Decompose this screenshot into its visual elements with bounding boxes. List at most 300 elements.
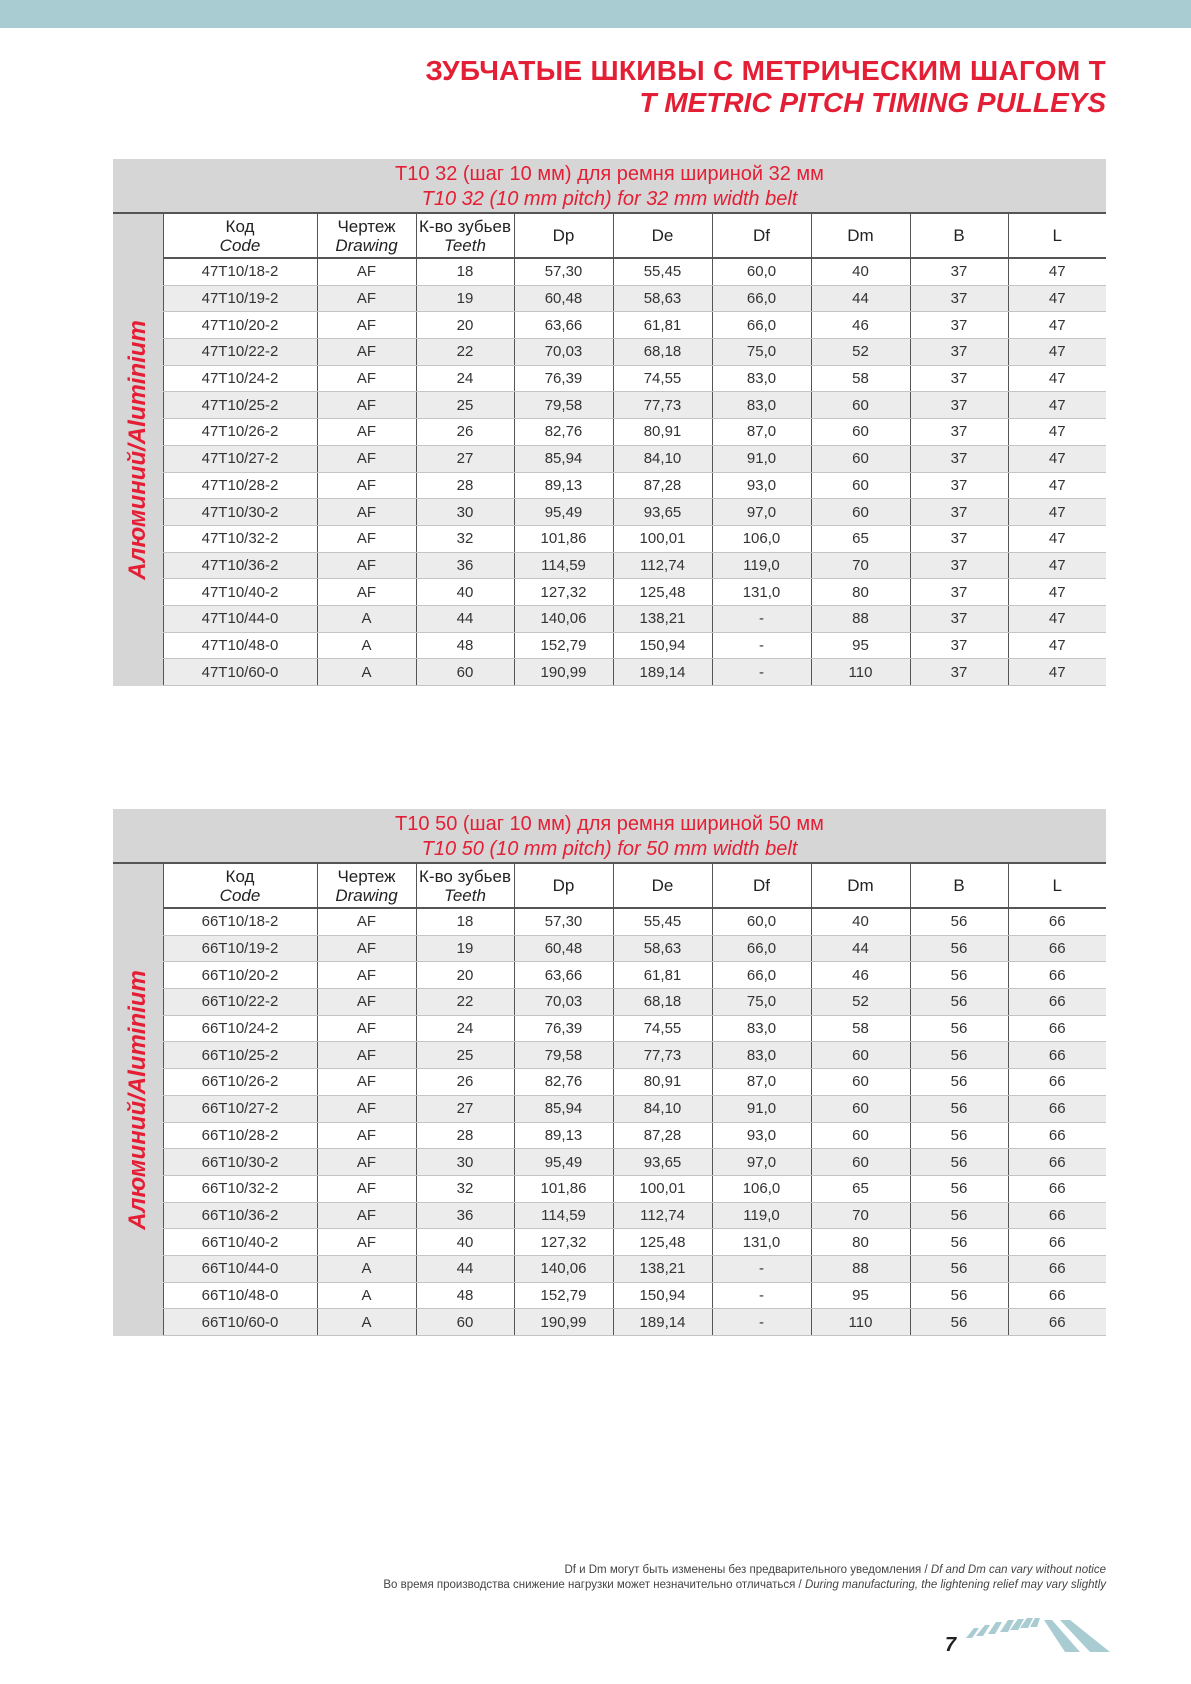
table-cell: 26 [416,1069,514,1096]
table-cell: AF [317,1202,416,1229]
table-cell: 47T10/32-2 [163,525,317,552]
table-cell: 32 [416,525,514,552]
table-cell: 80 [811,579,910,606]
table-cell: 114,59 [514,1202,613,1229]
table-cell: 22 [416,989,514,1016]
table-cell: 60 [811,1149,910,1176]
table-cell: AF [317,1069,416,1096]
table-cell: 47T10/22-2 [163,339,317,366]
table-cell: 63,66 [514,962,613,989]
table-row [163,1069,1106,1096]
table-cell: 56 [910,1229,1008,1256]
col-l: L [1008,863,1106,908]
table-cell: 56 [910,935,1008,962]
table-cell: 66 [1008,962,1106,989]
table-row [163,1282,1106,1309]
table-cell: - [712,1282,811,1309]
table-cell: 114,59 [514,552,613,579]
table-cell: AF [317,1042,416,1069]
table-cell: 83,0 [712,1015,811,1042]
table-cell: 80,91 [613,1069,712,1096]
table-cell: 70,03 [514,339,613,366]
col-dm: Dm [811,863,910,908]
footnote-1: Df и Dm могут быть изменены без предварительного уведомления / Df and Dm can vary without notice [564,1564,1106,1576]
table-cell: 37 [910,579,1008,606]
table-cell: 189,14 [613,659,712,686]
pulley-table-2 [113,809,1106,1336]
table-row [163,908,1106,935]
table-cell: A [317,632,416,659]
table-cell: 37 [910,632,1008,659]
table-cell: 85,94 [514,445,613,472]
table-cell: AF [317,1095,416,1122]
table-cell: 36 [416,1202,514,1229]
table-cell: 47 [1008,552,1106,579]
table-cell: 47 [1008,285,1106,312]
page-header [425,55,1106,119]
page-number: 7 [945,1634,957,1656]
table-cell: 60,0 [712,908,811,935]
table-cell: 70 [811,552,910,579]
top-color-bar [0,0,1191,28]
table-cell: 150,94 [613,1282,712,1309]
table-cell: 18 [416,908,514,935]
table-cell: 40 [416,579,514,606]
table-cell: 110 [811,1309,910,1336]
table-cell: 66 [1008,1149,1106,1176]
table-cell: AF [317,365,416,392]
table-cell: 150,94 [613,632,712,659]
table-cell: 60 [811,472,910,499]
table-cell: 56 [910,1069,1008,1096]
table-row [163,1149,1106,1176]
table-row [163,1255,1106,1282]
table-cell: 93,65 [613,1149,712,1176]
table-cell: 47 [1008,605,1106,632]
table-cell: 79,58 [514,1042,613,1069]
table-cell: 47T10/48-0 [163,632,317,659]
table-row [163,392,1106,419]
table-cell: 56 [910,1202,1008,1229]
table-cell: 68,18 [613,339,712,366]
table-cell: 56 [910,1122,1008,1149]
table-cell: 66 [1008,1229,1106,1256]
table-row [163,552,1106,579]
col-de: De [613,863,712,908]
table-cell: 66 [1008,1282,1106,1309]
col-teeth: К-во зубьев Teeth [416,213,514,258]
table-cell: 97,0 [712,1149,811,1176]
table-cell: 18 [416,258,514,285]
table-cell: 190,99 [514,1309,613,1336]
table-cell: 37 [910,525,1008,552]
table-cell: 87,0 [712,419,811,446]
table-row [163,1122,1106,1149]
table-cell: 80,91 [613,419,712,446]
table-title-ru: T10 32 (шаг 10 мм) для ремня шириной 32 мм [395,163,824,185]
material-label: Алюминий/Aluminium [123,970,151,1230]
table-cell: 37 [910,659,1008,686]
col-df: Df [712,213,811,258]
material-label-panel [113,862,163,1336]
table-cell: 66 [1008,1095,1106,1122]
table-cell: 60 [811,445,910,472]
table-cell: AF [317,499,416,526]
col-b: B [910,863,1008,908]
table-cell: 131,0 [712,579,811,606]
table-cell: 66,0 [712,285,811,312]
footnote-2: Во время производства снижение нагрузки может незначительно отличаться / During manufacturing, the lightening relief may vary slightly [383,1579,1106,1591]
table-cell: 66 [1008,1015,1106,1042]
table-cell: 138,21 [613,605,712,632]
table-cell: 125,48 [613,579,712,606]
table-cell: A [317,1282,416,1309]
table-cell: 47 [1008,339,1106,366]
table-title-en: T10 50 (10 mm pitch) for 50 mm width belt [421,838,798,860]
table-cell: AF [317,339,416,366]
table-cell: 55,45 [613,908,712,935]
table-cell: 27 [416,1095,514,1122]
table-cell: 37 [910,285,1008,312]
table-cell: 66T10/20-2 [163,962,317,989]
table-cell: 40 [416,1229,514,1256]
table-cell: 47 [1008,659,1106,686]
table-row [163,419,1106,446]
table-cell: 47T10/28-2 [163,472,317,499]
table-cell: 32 [416,1175,514,1202]
table-cell: 48 [416,1282,514,1309]
table-cell: 87,28 [613,1122,712,1149]
table-row [163,935,1106,962]
header-row [163,863,1106,908]
table-cell: 66T10/24-2 [163,1015,317,1042]
table-cell: 22 [416,339,514,366]
table-cell: 95,49 [514,499,613,526]
footnotes [383,1563,1106,1593]
table-cell: 47T10/40-2 [163,579,317,606]
table-cell: 44 [811,285,910,312]
table-cell: 60,0 [712,258,811,285]
table-cell: 47 [1008,365,1106,392]
table-cell: 63,66 [514,312,613,339]
table-cell: 60,48 [514,935,613,962]
table-cell: 93,0 [712,472,811,499]
table-cell: 66 [1008,1309,1106,1336]
table-cell: 56 [910,1149,1008,1176]
table-cell: 47T10/30-2 [163,499,317,526]
table-cell: 119,0 [712,1202,811,1229]
table-cell: 47T10/25-2 [163,392,317,419]
table-cell: 57,30 [514,258,613,285]
table-cell: 44 [416,1255,514,1282]
table-cell: 91,0 [712,445,811,472]
table-cell: 125,48 [613,1229,712,1256]
table-cell: AF [317,445,416,472]
table-cell: 40 [811,908,910,935]
material-label: Алюминий/Aluminium [123,320,151,580]
table-row [163,258,1106,285]
table-cell: 37 [910,258,1008,285]
table-cell: 37 [910,552,1008,579]
table-row [163,579,1106,606]
table-cell: 47T10/19-2 [163,285,317,312]
table-cell: 95 [811,632,910,659]
table-cell: 66 [1008,1042,1106,1069]
table-cell: 60 [811,419,910,446]
table-cell: 60 [811,1095,910,1122]
table-row [163,1042,1106,1069]
table-cell: 60 [811,1069,910,1096]
data-table [163,212,1107,686]
table-cell: 52 [811,989,910,1016]
table-cell: 66T10/19-2 [163,935,317,962]
table-cell: 127,32 [514,1229,613,1256]
table-cell: AF [317,258,416,285]
table-cell: 30 [416,499,514,526]
table-cell: 47T10/18-2 [163,258,317,285]
table-row [163,1015,1106,1042]
table-cell: 58,63 [613,935,712,962]
table-cell: 56 [910,908,1008,935]
table-cell: 20 [416,962,514,989]
table-cell: 82,76 [514,1069,613,1096]
table-cell: 37 [910,419,1008,446]
table-title-ru: T10 50 (шаг 10 мм) для ремня шириной 50 мм [395,813,824,835]
table-cell: 65 [811,1175,910,1202]
table-cell: 95,49 [514,1149,613,1176]
table-cell: 101,86 [514,1175,613,1202]
table-cell: AF [317,472,416,499]
table-row [163,499,1106,526]
table-cell: 80 [811,1229,910,1256]
table-cell: 88 [811,1255,910,1282]
table-cell: AF [317,285,416,312]
table-cell: 47 [1008,258,1106,285]
table-cell: 75,0 [712,339,811,366]
table-cell: 66T10/48-0 [163,1282,317,1309]
table-cell: 30 [416,1149,514,1176]
table-cell: 82,76 [514,419,613,446]
table-cell: 100,01 [613,525,712,552]
table-cell: 66T10/40-2 [163,1229,317,1256]
table-row [163,1095,1106,1122]
table-cell: AF [317,1175,416,1202]
table-row [163,525,1106,552]
table-cell: 66T10/32-2 [163,1175,317,1202]
table-cell: 152,79 [514,632,613,659]
table-cell: 66 [1008,1069,1106,1096]
table-cell: 84,10 [613,445,712,472]
table-row [163,312,1106,339]
table-cell: 66T10/28-2 [163,1122,317,1149]
table-cell: 57,30 [514,908,613,935]
table-cell: 56 [910,1282,1008,1309]
table-cell: 106,0 [712,1175,811,1202]
table-cell: 25 [416,392,514,419]
table-cell: 58,63 [613,285,712,312]
table-cell: 60 [811,1042,910,1069]
table-cell: AF [317,419,416,446]
table-cell: 140,06 [514,605,613,632]
table-cell: 93,65 [613,499,712,526]
table-cell: 77,73 [613,1042,712,1069]
table-cell: 70 [811,1202,910,1229]
table-cell: 47 [1008,632,1106,659]
table-cell: 101,86 [514,525,613,552]
table-cell: 20 [416,312,514,339]
table-cell: 44 [416,605,514,632]
table-cell: AF [317,552,416,579]
table-cell: 79,58 [514,392,613,419]
table-cell: 74,55 [613,1015,712,1042]
table-title [113,159,1106,212]
table-cell: 60 [811,1122,910,1149]
table-cell: 85,94 [514,1095,613,1122]
table-cell: 37 [910,392,1008,419]
table-cell: 91,0 [712,1095,811,1122]
table-cell: 60 [811,499,910,526]
table-cell: 66 [1008,1255,1106,1282]
table-row [163,1229,1106,1256]
table-cell: 27 [416,445,514,472]
table-row [163,1309,1106,1336]
table-cell: 66,0 [712,935,811,962]
table-cell: 37 [910,445,1008,472]
page-title-ru: ЗУБЧАТЫЕ ШКИВЫ С МЕТРИЧЕСКИМ ШАГОМ Т [425,55,1106,86]
table-cell: 44 [811,935,910,962]
table-cell: 37 [910,339,1008,366]
col-drawing: Чертеж Drawing [317,863,416,908]
table-cell: 66T10/26-2 [163,1069,317,1096]
table-cell: 110 [811,659,910,686]
table-cell: 25 [416,1042,514,1069]
table-row [163,632,1106,659]
table-cell: 47T10/60-0 [163,659,317,686]
table-cell: 66,0 [712,312,811,339]
col-de: De [613,213,712,258]
table-cell: 189,14 [613,1309,712,1336]
table-cell: 65 [811,525,910,552]
table-cell: 66 [1008,1175,1106,1202]
table-row [163,472,1106,499]
table-cell: 76,39 [514,1015,613,1042]
table-cell: 66 [1008,989,1106,1016]
table-cell: 66T10/36-2 [163,1202,317,1229]
col-dm: Dm [811,213,910,258]
table-cell: 47 [1008,525,1106,552]
table-cell: 190,99 [514,659,613,686]
col-df: Df [712,863,811,908]
table-cell: 58 [811,1015,910,1042]
table-cell: 68,18 [613,989,712,1016]
table-cell: 66T10/44-0 [163,1255,317,1282]
table-cell: 56 [910,989,1008,1016]
table-cell: AF [317,1122,416,1149]
table-row [163,989,1106,1016]
table-cell: 24 [416,1015,514,1042]
table-cell: 95 [811,1282,910,1309]
table-cell: AF [317,1229,416,1256]
table-cell: 26 [416,419,514,446]
col-dp: Dp [514,863,613,908]
table-cell: AF [317,392,416,419]
table-cell: 56 [910,1175,1008,1202]
table-row [163,1175,1106,1202]
table-cell: 119,0 [712,552,811,579]
table-cell: 89,13 [514,472,613,499]
col-drawing: Чертеж Drawing [317,213,416,258]
table-cell: 83,0 [712,1042,811,1069]
table-cell: AF [317,935,416,962]
table-cell: AF [317,525,416,552]
table-cell: AF [317,962,416,989]
table-cell: A [317,1255,416,1282]
table-cell: 66T10/25-2 [163,1042,317,1069]
table-cell: 84,10 [613,1095,712,1122]
table-cell: 24 [416,365,514,392]
table-cell: A [317,1309,416,1336]
table-cell: 87,0 [712,1069,811,1096]
table-cell: AF [317,1149,416,1176]
table-cell: AF [317,989,416,1016]
table-cell: 66T10/60-0 [163,1309,317,1336]
header-row [163,213,1106,258]
table-row [163,605,1106,632]
table-cell: 89,13 [514,1122,613,1149]
table-cell: 66T10/27-2 [163,1095,317,1122]
table-cell: 83,0 [712,392,811,419]
table-cell: 47T10/36-2 [163,552,317,579]
table-cell: 37 [910,472,1008,499]
table-cell: 56 [910,962,1008,989]
table-cell: - [712,605,811,632]
table-cell: 52 [811,339,910,366]
table-cell: 100,01 [613,1175,712,1202]
table-cell: 152,79 [514,1282,613,1309]
table-cell: 56 [910,1255,1008,1282]
table-row [163,445,1106,472]
table-cell: 47T10/44-0 [163,605,317,632]
table-cell: - [712,1309,811,1336]
pulley-table-1 [113,159,1106,686]
table-cell: 61,81 [613,962,712,989]
table-cell: 87,28 [613,472,712,499]
table-cell: 75,0 [712,989,811,1016]
table-cell: 28 [416,472,514,499]
table-row [163,365,1106,392]
table-cell: - [712,1255,811,1282]
table-title [113,809,1106,862]
table-cell: AF [317,908,416,935]
table-cell: 19 [416,935,514,962]
table-cell: 112,74 [613,1202,712,1229]
table-cell: 127,32 [514,579,613,606]
table-cell: 47 [1008,419,1106,446]
table-cell: 19 [416,285,514,312]
table-cell: - [712,659,811,686]
table-cell: 60 [416,1309,514,1336]
table-cell: 37 [910,499,1008,526]
table-cell: - [712,632,811,659]
table-row [163,339,1106,366]
table-cell: 37 [910,365,1008,392]
table-cell: 56 [910,1015,1008,1042]
table-cell: AF [317,579,416,606]
table-cell: 97,0 [712,499,811,526]
table-cell: 66T10/18-2 [163,908,317,935]
col-l: L [1008,213,1106,258]
table-cell: 56 [910,1095,1008,1122]
